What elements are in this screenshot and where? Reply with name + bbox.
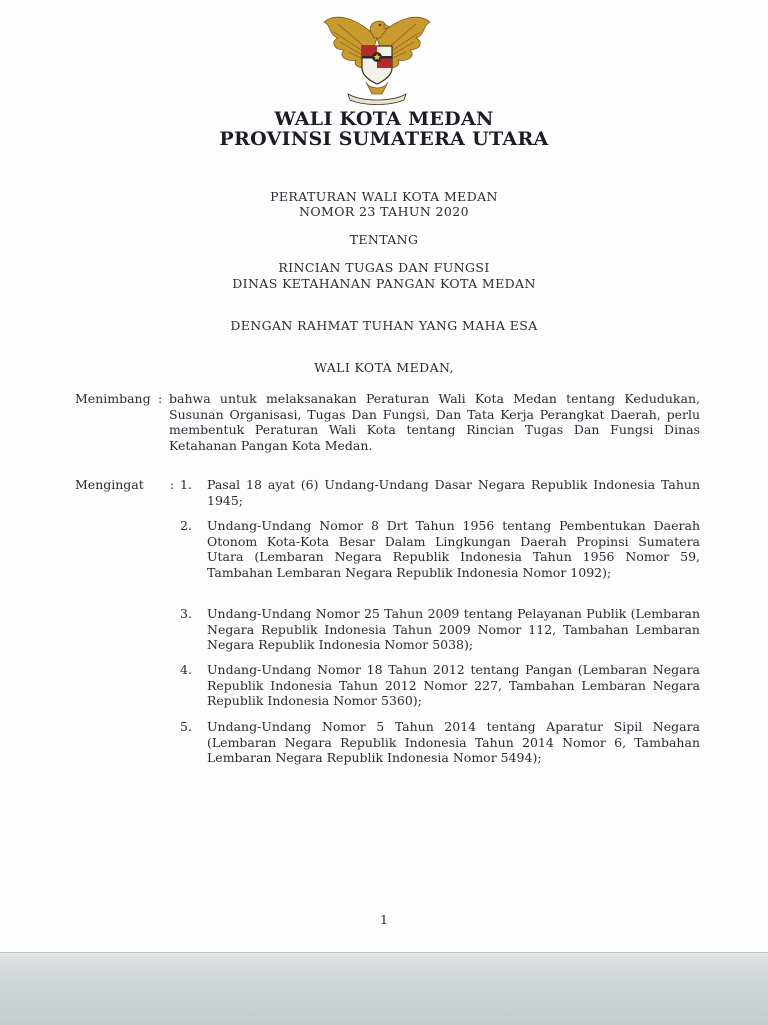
menimbang-label: Menimbang — [75, 391, 151, 406]
regulation-title: PERATURAN WALI KOTA MEDAN — [270, 189, 498, 204]
page-number: 1 — [380, 912, 388, 927]
subject-line-1: RINCIAN TUGAS DAN FUNGSI — [278, 260, 490, 275]
list-item: Pasal 18 ayat (6) Undang-Undang Dasar Negara Republik Indonesia Tahun 1945; — [207, 477, 700, 508]
menimbang-colon: : — [158, 391, 163, 406]
list-item-number: 5. — [180, 719, 192, 734]
garuda-pancasila-emblem-icon — [318, 8, 436, 108]
list-item-number: 3. — [180, 606, 192, 621]
list-item: Undang-Undang Nomor 5 Tahun 2014 tentang Aparatur Sipil Negara (Lembaran Negara Republik Indonesia Tahun 2014 Nomor 6, Tambahan Lembaran Negara Republik Indonesia Nomor 5494); — [207, 719, 700, 765]
list-item-number: 2. — [180, 518, 192, 533]
list-item: Undang-Undang Nomor 18 Tahun 2012 tentang Pangan (Lembaran Negara Republik Indonesia Tahun 2012 Nomor 227, Tambahan Lembaran Negara Republik Indonesia Nomor 5360); — [207, 662, 700, 708]
header-line-1: WALI KOTA MEDAN — [274, 108, 494, 130]
subject-line-2: DINAS KETAHANAN PANGAN KOTA MEDAN — [232, 276, 536, 291]
authority-line: WALI KOTA MEDAN, — [314, 360, 454, 375]
regulation-number: NOMOR 23 TAHUN 2020 — [299, 204, 469, 219]
list-item-number: 4. — [180, 662, 192, 677]
menimbang-text: bahwa untuk melaksanakan Peraturan Wali Kota Medan tentang Kedudukan, Susunan Organisasi, Tugas Dan Fungsi, Dan Tata Kerja Perangkat Daerah, perlu membentuk Peraturan Wali Kota tentang Rincian Tugas Dan Fungsi Dinas Ketahanan Pangan Kota Medan. — [169, 391, 700, 453]
blessing-line: DENGAN RAHMAT TUHAN YANG MAHA ESA — [230, 318, 538, 333]
list-item: Undang-Undang Nomor 8 Drt Tahun 1956 tentang Pembentukan Daerah Otonom Kota-Kota Besar Dalam Lingkungan Daerah Propinsi Sumatera Utara (Lembaran Negara Republik Indonesia Tahun 1956 Nomor 59, Tambahan Lembaran Negara Republik Indonesia Nomor 1092); — [207, 518, 700, 580]
tentang-label: TENTANG — [349, 232, 419, 247]
scan-edge — [0, 952, 768, 1025]
list-item-number: 1. — [180, 477, 192, 492]
mengingat-colon: : — [170, 477, 175, 492]
list-item: Undang-Undang Nomor 25 Tahun 2009 tentang Pelayanan Publik (Lembaran Negara Republik Indonesia Tahun 2009 Nomor 112, Tambahan Lembaran Negara Republik Indonesia Nomor 5038); — [207, 606, 700, 652]
header-line-2: PROVINSI SUMATERA UTARA — [219, 128, 549, 150]
mengingat-label: Mengingat — [75, 477, 144, 492]
